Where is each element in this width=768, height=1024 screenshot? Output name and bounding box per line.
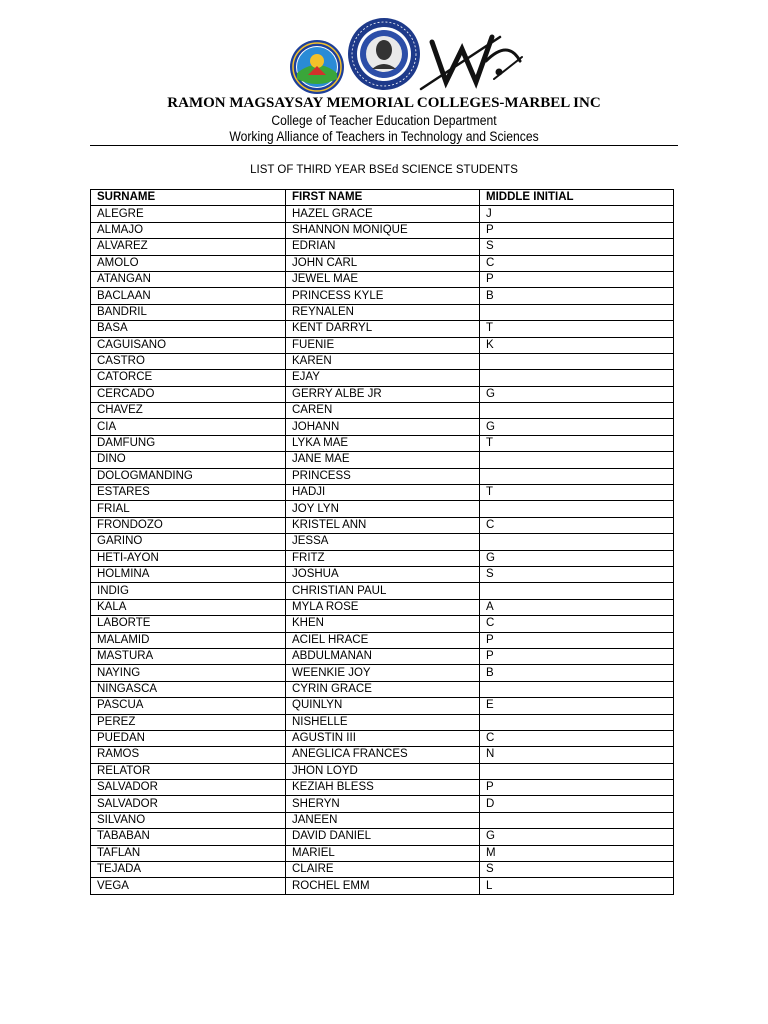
table-row: [91, 255, 674, 271]
middle-initial-cell: C: [480, 517, 674, 533]
first-name-cell: ROCHEL EMM: [286, 878, 480, 894]
middle-initial-cell: K: [480, 337, 674, 353]
surname-cell: VEGA: [91, 878, 286, 894]
table-row: [91, 747, 674, 763]
surname-cell: FRONDOZO: [91, 517, 286, 533]
surname-cell: DINO: [91, 452, 286, 468]
middle-initial-cell: [480, 681, 674, 697]
table-row: [91, 485, 674, 501]
middle-initial-cell: [480, 812, 674, 828]
logo-strip: [0, 17, 768, 95]
middle-initial-cell: C: [480, 730, 674, 746]
list-title: LIST OF THIRD YEAR BSEd SCIENCE STUDENTS: [250, 164, 518, 176]
surname-cell: CIA: [91, 419, 286, 435]
table-row: [91, 337, 674, 353]
table-row: [91, 829, 674, 845]
table-row: [91, 271, 674, 287]
table-row: [91, 370, 674, 386]
middle-initial-cell: M: [480, 845, 674, 861]
surname-cell: KALA: [91, 599, 286, 615]
department-name: College of Teacher Education Department: [271, 113, 497, 128]
watts-alliance-logo-icon: [421, 37, 522, 89]
surname-cell: PASCUA: [91, 698, 286, 714]
first-name-cell: SHERYN: [286, 796, 480, 812]
table-row: [91, 435, 674, 451]
first-name-cell: REYNALEN: [286, 304, 480, 320]
first-name-cell: JHON LOYD: [286, 763, 480, 779]
first-name-cell: SHANNON MONIQUE: [286, 222, 480, 238]
surname-cell: CATORCE: [91, 370, 286, 386]
first-name-cell: CAREN: [286, 403, 480, 419]
table-row: [91, 534, 674, 550]
surname-cell: DAMFUNG: [91, 435, 286, 451]
surname-cell: TABABAN: [91, 829, 286, 845]
table-row: [91, 616, 674, 632]
surname-cell: CHAVEZ: [91, 403, 286, 419]
table-row: [91, 386, 674, 402]
first-name-cell: GERRY ALBE JR: [286, 386, 480, 402]
first-name-cell: JESSA: [286, 534, 480, 550]
middle-initial-cell: P: [480, 222, 674, 238]
alliance-name: Working Alliance of Teachers in Technology and Sciences: [229, 129, 539, 144]
middle-initial-cell: B: [480, 665, 674, 681]
surname-cell: AMOLO: [91, 255, 286, 271]
table-row: [91, 222, 674, 238]
surname-cell: ESTARES: [91, 485, 286, 501]
middle-initial-cell: E: [480, 698, 674, 714]
middle-initial-cell: D: [480, 796, 674, 812]
middle-initial-cell: G: [480, 419, 674, 435]
table-row: [91, 288, 674, 304]
middle-initial-cell: [480, 501, 674, 517]
surname-cell: ALVAREZ: [91, 239, 286, 255]
middle-initial-cell: [480, 353, 674, 369]
surname-cell: PUEDAN: [91, 730, 286, 746]
surname-cell: NINGASCA: [91, 681, 286, 697]
surname-cell: CASTRO: [91, 353, 286, 369]
middle-initial-cell: S: [480, 566, 674, 582]
first-name-cell: CYRIN GRACE: [286, 681, 480, 697]
first-name-cell: JOHN CARL: [286, 255, 480, 271]
surname-cell: BANDRIL: [91, 304, 286, 320]
table-row: [91, 812, 674, 828]
table-row: [91, 665, 674, 681]
table-row: [91, 698, 674, 714]
surname-cell: CERCADO: [91, 386, 286, 402]
surname-cell: ALEGRE: [91, 206, 286, 222]
surname-cell: LABORTE: [91, 616, 286, 632]
middle-initial-cell: G: [480, 829, 674, 845]
table-row: [91, 763, 674, 779]
column-header-surname: SURNAME: [91, 190, 286, 206]
surname-cell: SILVANO: [91, 812, 286, 828]
surname-cell: ALMAJO: [91, 222, 286, 238]
table-row: [91, 452, 674, 468]
table-row: [91, 730, 674, 746]
surname-cell: MASTURA: [91, 648, 286, 664]
institution-name: RAMON MAGSAYSAY MEMORIAL COLLEGES-MARBEL INC: [167, 95, 601, 111]
surname-cell: HETI-AYON: [91, 550, 286, 566]
first-name-cell: HADJI: [286, 485, 480, 501]
first-name-cell: ANEGLICA FRANCES: [286, 747, 480, 763]
middle-initial-cell: [480, 468, 674, 484]
surname-cell: INDIG: [91, 583, 286, 599]
table-row: [91, 550, 674, 566]
surname-cell: SALVADOR: [91, 780, 286, 796]
first-name-cell: PRINCESS KYLE: [286, 288, 480, 304]
surname-cell: CAGUISANO: [91, 337, 286, 353]
middle-initial-cell: L: [480, 878, 674, 894]
middle-initial-cell: G: [480, 386, 674, 402]
surname-cell: PEREZ: [91, 714, 286, 730]
middle-initial-cell: [480, 304, 674, 320]
middle-initial-cell: [480, 534, 674, 550]
middle-initial-cell: T: [480, 321, 674, 337]
first-name-cell: MYLA ROSE: [286, 599, 480, 615]
surname-cell: RAMOS: [91, 747, 286, 763]
table-header-row: [91, 190, 674, 206]
middle-initial-cell: B: [480, 288, 674, 304]
table-row: [91, 780, 674, 796]
table-row: [91, 796, 674, 812]
first-name-cell: FUENIE: [286, 337, 480, 353]
surname-cell: NAYING: [91, 665, 286, 681]
first-name-cell: DAVID DANIEL: [286, 829, 480, 845]
middle-initial-cell: [480, 403, 674, 419]
middle-initial-cell: T: [480, 435, 674, 451]
first-name-cell: EDRIAN: [286, 239, 480, 255]
first-name-cell: JANE MAE: [286, 452, 480, 468]
first-name-cell: KAREN: [286, 353, 480, 369]
first-name-cell: KENT DARRYL: [286, 321, 480, 337]
surname-cell: DOLOGMANDING: [91, 468, 286, 484]
table-row: [91, 501, 674, 517]
first-name-cell: CLAIRE: [286, 862, 480, 878]
table-row: [91, 468, 674, 484]
first-name-cell: LYKA MAE: [286, 435, 480, 451]
middle-initial-cell: S: [480, 862, 674, 878]
table-row: [91, 845, 674, 861]
first-name-cell: JEWEL MAE: [286, 271, 480, 287]
first-name-cell: QUINLYN: [286, 698, 480, 714]
middle-initial-cell: P: [480, 780, 674, 796]
middle-initial-cell: T: [480, 485, 674, 501]
first-name-cell: NISHELLE: [286, 714, 480, 730]
surname-cell: MALAMID: [91, 632, 286, 648]
surname-cell: BASA: [91, 321, 286, 337]
table-row: [91, 714, 674, 730]
column-header-middle-initial: MIDDLE INITIAL: [480, 190, 674, 206]
table-row: [91, 599, 674, 615]
table-row: [91, 206, 674, 222]
surname-cell: SALVADOR: [91, 796, 286, 812]
table-row: [91, 583, 674, 599]
surname-cell: BACLAAN: [91, 288, 286, 304]
table-row: [91, 566, 674, 582]
first-name-cell: MARIEL: [286, 845, 480, 861]
first-name-cell: WEENKIE JOY: [286, 665, 480, 681]
middle-initial-cell: J: [480, 206, 674, 222]
first-name-cell: FRITZ: [286, 550, 480, 566]
middle-initial-cell: [480, 370, 674, 386]
middle-initial-cell: N: [480, 747, 674, 763]
middle-initial-cell: A: [480, 599, 674, 615]
first-name-cell: JANEEN: [286, 812, 480, 828]
table-row: [91, 304, 674, 320]
table-row: [91, 239, 674, 255]
table-row: [91, 878, 674, 894]
middle-initial-cell: C: [480, 255, 674, 271]
first-name-cell: JOY LYN: [286, 501, 480, 517]
table-body: [91, 206, 674, 894]
middle-initial-cell: P: [480, 271, 674, 287]
first-name-cell: KRISTEL ANN: [286, 517, 480, 533]
surname-cell: FRIAL: [91, 501, 286, 517]
middle-initial-cell: [480, 714, 674, 730]
header-divider: [90, 145, 678, 146]
table-row: [91, 321, 674, 337]
surname-cell: TAFLAN: [91, 845, 286, 861]
first-name-cell: CHRISTIAN PAUL: [286, 583, 480, 599]
first-name-cell: PRINCESS: [286, 468, 480, 484]
column-header-first-name: FIRST NAME: [286, 190, 480, 206]
rmmc-seal-icon: [348, 18, 420, 90]
middle-initial-cell: P: [480, 632, 674, 648]
table-row: [91, 648, 674, 664]
table-row: [91, 419, 674, 435]
surname-cell: RELATOR: [91, 763, 286, 779]
surname-cell: TEJADA: [91, 862, 286, 878]
college-of-teacher-education-seal-icon: [290, 40, 344, 94]
first-name-cell: JOHANN: [286, 419, 480, 435]
middle-initial-cell: [480, 583, 674, 599]
first-name-cell: ABDULMANAN: [286, 648, 480, 664]
first-name-cell: EJAY: [286, 370, 480, 386]
middle-initial-cell: [480, 763, 674, 779]
middle-initial-cell: [480, 452, 674, 468]
surname-cell: ATANGAN: [91, 271, 286, 287]
table-row: [91, 517, 674, 533]
table-row: [91, 681, 674, 697]
table-row: [91, 632, 674, 648]
first-name-cell: KHEN: [286, 616, 480, 632]
first-name-cell: JOSHUA: [286, 566, 480, 582]
first-name-cell: AGUSTIN III: [286, 730, 480, 746]
middle-initial-cell: G: [480, 550, 674, 566]
surname-cell: HOLMINA: [91, 566, 286, 582]
middle-initial-cell: C: [480, 616, 674, 632]
student-roster-table: [90, 189, 674, 895]
middle-initial-cell: S: [480, 239, 674, 255]
first-name-cell: KEZIAH BLESS: [286, 780, 480, 796]
table-row: [91, 403, 674, 419]
first-name-cell: ACIEL HRACE: [286, 632, 480, 648]
table-row: [91, 862, 674, 878]
middle-initial-cell: P: [480, 648, 674, 664]
table-row: [91, 353, 674, 369]
first-name-cell: HAZEL GRACE: [286, 206, 480, 222]
surname-cell: GARINO: [91, 534, 286, 550]
